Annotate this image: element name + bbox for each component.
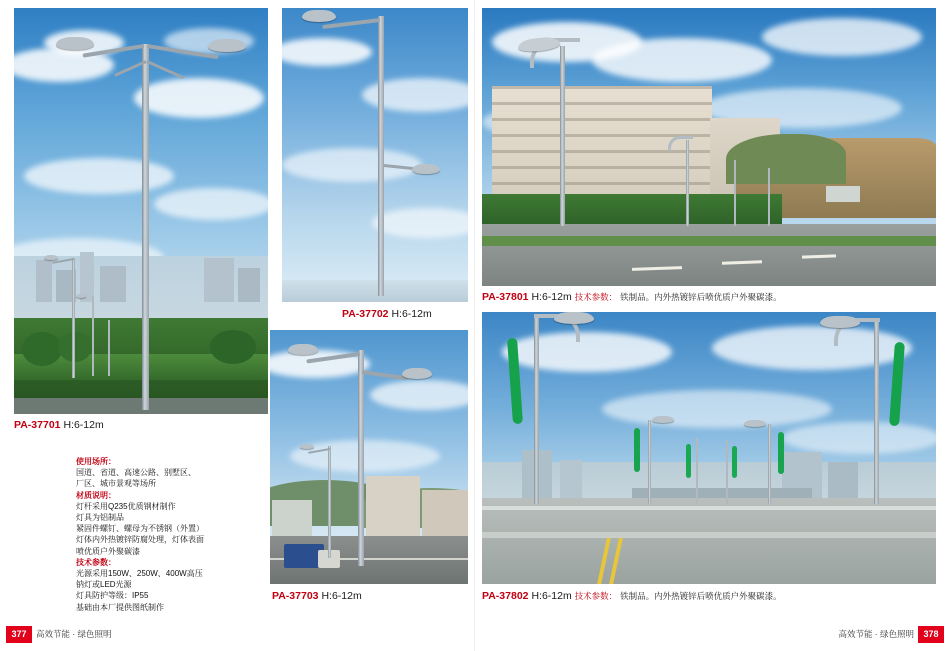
photo-pa-37801 xyxy=(482,8,936,286)
building xyxy=(204,258,234,302)
building xyxy=(422,490,468,538)
cloud xyxy=(134,78,264,118)
figure-height: H:6-12m xyxy=(531,291,572,303)
tree xyxy=(58,332,92,362)
tree xyxy=(22,332,62,366)
decor-blade xyxy=(732,446,737,478)
luminaire-lower xyxy=(412,164,440,174)
caption-pa-37802 xyxy=(482,590,782,602)
page-number-right: 378 xyxy=(918,626,944,643)
footer-text-left: 高效节能 · 绿色照明 xyxy=(36,629,112,639)
tech-text: 铁制品。内外热镀锌后喷优质户外聚碳漆。 xyxy=(620,292,782,302)
lamp-pole-distant xyxy=(768,168,770,226)
lamp-pole xyxy=(142,44,149,410)
luminaire xyxy=(302,10,336,22)
spec-material-line: 灯体内外热镀锌防腐处理，灯体表面 xyxy=(76,535,204,545)
spec-usage-line: 厂区、城市景观等场所 xyxy=(76,479,156,489)
spec-material-line: 紧固件螺钉、螺母为不锈钢（外置） xyxy=(76,524,204,534)
luminaire-right xyxy=(402,368,432,379)
road-divider xyxy=(482,236,936,246)
building xyxy=(238,268,260,302)
figure-height: H:6-12m xyxy=(321,590,362,602)
spec-tech-line: 灯具防护等级：IP55 xyxy=(76,591,149,601)
spec-material-line: 灯具为铝制品 xyxy=(76,513,124,523)
cloud xyxy=(592,38,772,82)
building xyxy=(36,260,52,302)
lamp-pole xyxy=(560,46,565,226)
photo-pa-37802 xyxy=(482,312,936,584)
median xyxy=(482,532,936,538)
cloud xyxy=(24,158,174,194)
figure-code: PA-37801 xyxy=(482,291,529,303)
tech-label: 技术参数： xyxy=(574,591,618,601)
luminaire-left xyxy=(56,37,94,50)
figure-code: PA-37701 xyxy=(14,419,61,431)
building xyxy=(100,266,126,302)
figure-height: H:6-12m xyxy=(531,590,572,602)
railing xyxy=(482,506,936,510)
lamp-pole-distant xyxy=(696,438,698,504)
caption-pa-37701 xyxy=(14,419,104,431)
decor-blade xyxy=(634,428,640,472)
photo-pa-37701 xyxy=(14,8,268,414)
spec-tech-line: 基础由本厂提供图纸制作 xyxy=(76,602,164,612)
road xyxy=(482,224,936,286)
cloud xyxy=(502,332,672,372)
overpass xyxy=(632,488,812,498)
lamp-pole-distant xyxy=(72,258,75,378)
lamp-pole-distant xyxy=(648,420,651,504)
luminaire-distant xyxy=(744,420,766,427)
cloud xyxy=(762,18,922,56)
luminaire-distant xyxy=(76,294,86,298)
figure-code: PA-37802 xyxy=(482,590,529,602)
luminaire xyxy=(820,316,860,328)
lamp-pole-distant xyxy=(768,424,771,504)
cloud xyxy=(712,326,912,370)
lamp-pole xyxy=(378,16,384,296)
spec-usage-line: 国道、省道、高速公路、别墅区、 xyxy=(76,468,196,478)
photo-pa-37703 xyxy=(270,330,468,584)
caption-pa-37702 xyxy=(342,308,432,320)
luminaire xyxy=(554,312,594,324)
lamp-pole-distant xyxy=(108,320,110,376)
footer-text-right: 高效节能 · 绿色照明 xyxy=(838,629,914,639)
luminaire-distant xyxy=(44,255,58,260)
lamp-pole-distant xyxy=(92,296,94,376)
caption-pa-37703 xyxy=(272,590,362,602)
decor-blade xyxy=(686,444,691,478)
spec-tech-line: 钠灯或LED光源 xyxy=(76,580,132,590)
caption-pa-37801 xyxy=(482,291,782,303)
figure-height: H:6-12m xyxy=(63,419,104,431)
decor-blade xyxy=(778,432,784,474)
spec-material-line: 灯杆采用Q235优质钢材制作 xyxy=(76,501,176,511)
figure-code: PA-37703 xyxy=(272,590,319,602)
lamp-pole xyxy=(358,350,364,566)
lamp-pole-distant xyxy=(328,446,331,558)
lamp-pole-distant xyxy=(686,140,689,226)
cloud xyxy=(602,390,832,428)
spec-block xyxy=(76,456,266,613)
luminaire-distant xyxy=(300,444,314,449)
bridge-deck xyxy=(482,498,936,584)
spec-tech-title: 技术参数： xyxy=(76,557,116,567)
lamp-arm-curve xyxy=(668,136,693,151)
spec-tech-line: 光源采用150W、250W、400W高压 xyxy=(76,569,203,579)
spec-usage-title: 使用场所： xyxy=(76,457,116,466)
ground xyxy=(282,280,468,302)
luminaire-right xyxy=(208,39,246,52)
page-number-left: 377 xyxy=(6,626,32,643)
lamp-pole-distant xyxy=(734,160,736,226)
page-spine xyxy=(474,0,475,651)
figure-height: H:6-12m xyxy=(391,308,432,320)
road-strip xyxy=(14,398,268,414)
building xyxy=(828,462,858,502)
lamp-pole-distant xyxy=(726,440,728,504)
lamp-pole xyxy=(874,322,879,504)
luminaire-left xyxy=(288,344,318,355)
signboard xyxy=(826,186,860,202)
lamp-pole xyxy=(534,318,539,504)
spec-material-title: 材质说明： xyxy=(76,490,116,500)
cloud xyxy=(782,422,936,454)
figure-code: PA-37702 xyxy=(342,308,389,320)
tree xyxy=(210,330,256,364)
building xyxy=(560,460,582,502)
cloud xyxy=(154,188,268,220)
building xyxy=(272,500,312,538)
luminaire-distant xyxy=(652,416,674,423)
spec-material-line: 喷优质户外聚碳漆 xyxy=(76,546,140,556)
building xyxy=(366,476,420,538)
tech-text: 铁制品。内外热镀锌后喷优质户外聚碳漆。 xyxy=(620,591,782,601)
hill-green xyxy=(726,134,846,184)
tech-label: 技术参数： xyxy=(574,292,618,302)
photo-pa-37702 xyxy=(282,8,468,302)
